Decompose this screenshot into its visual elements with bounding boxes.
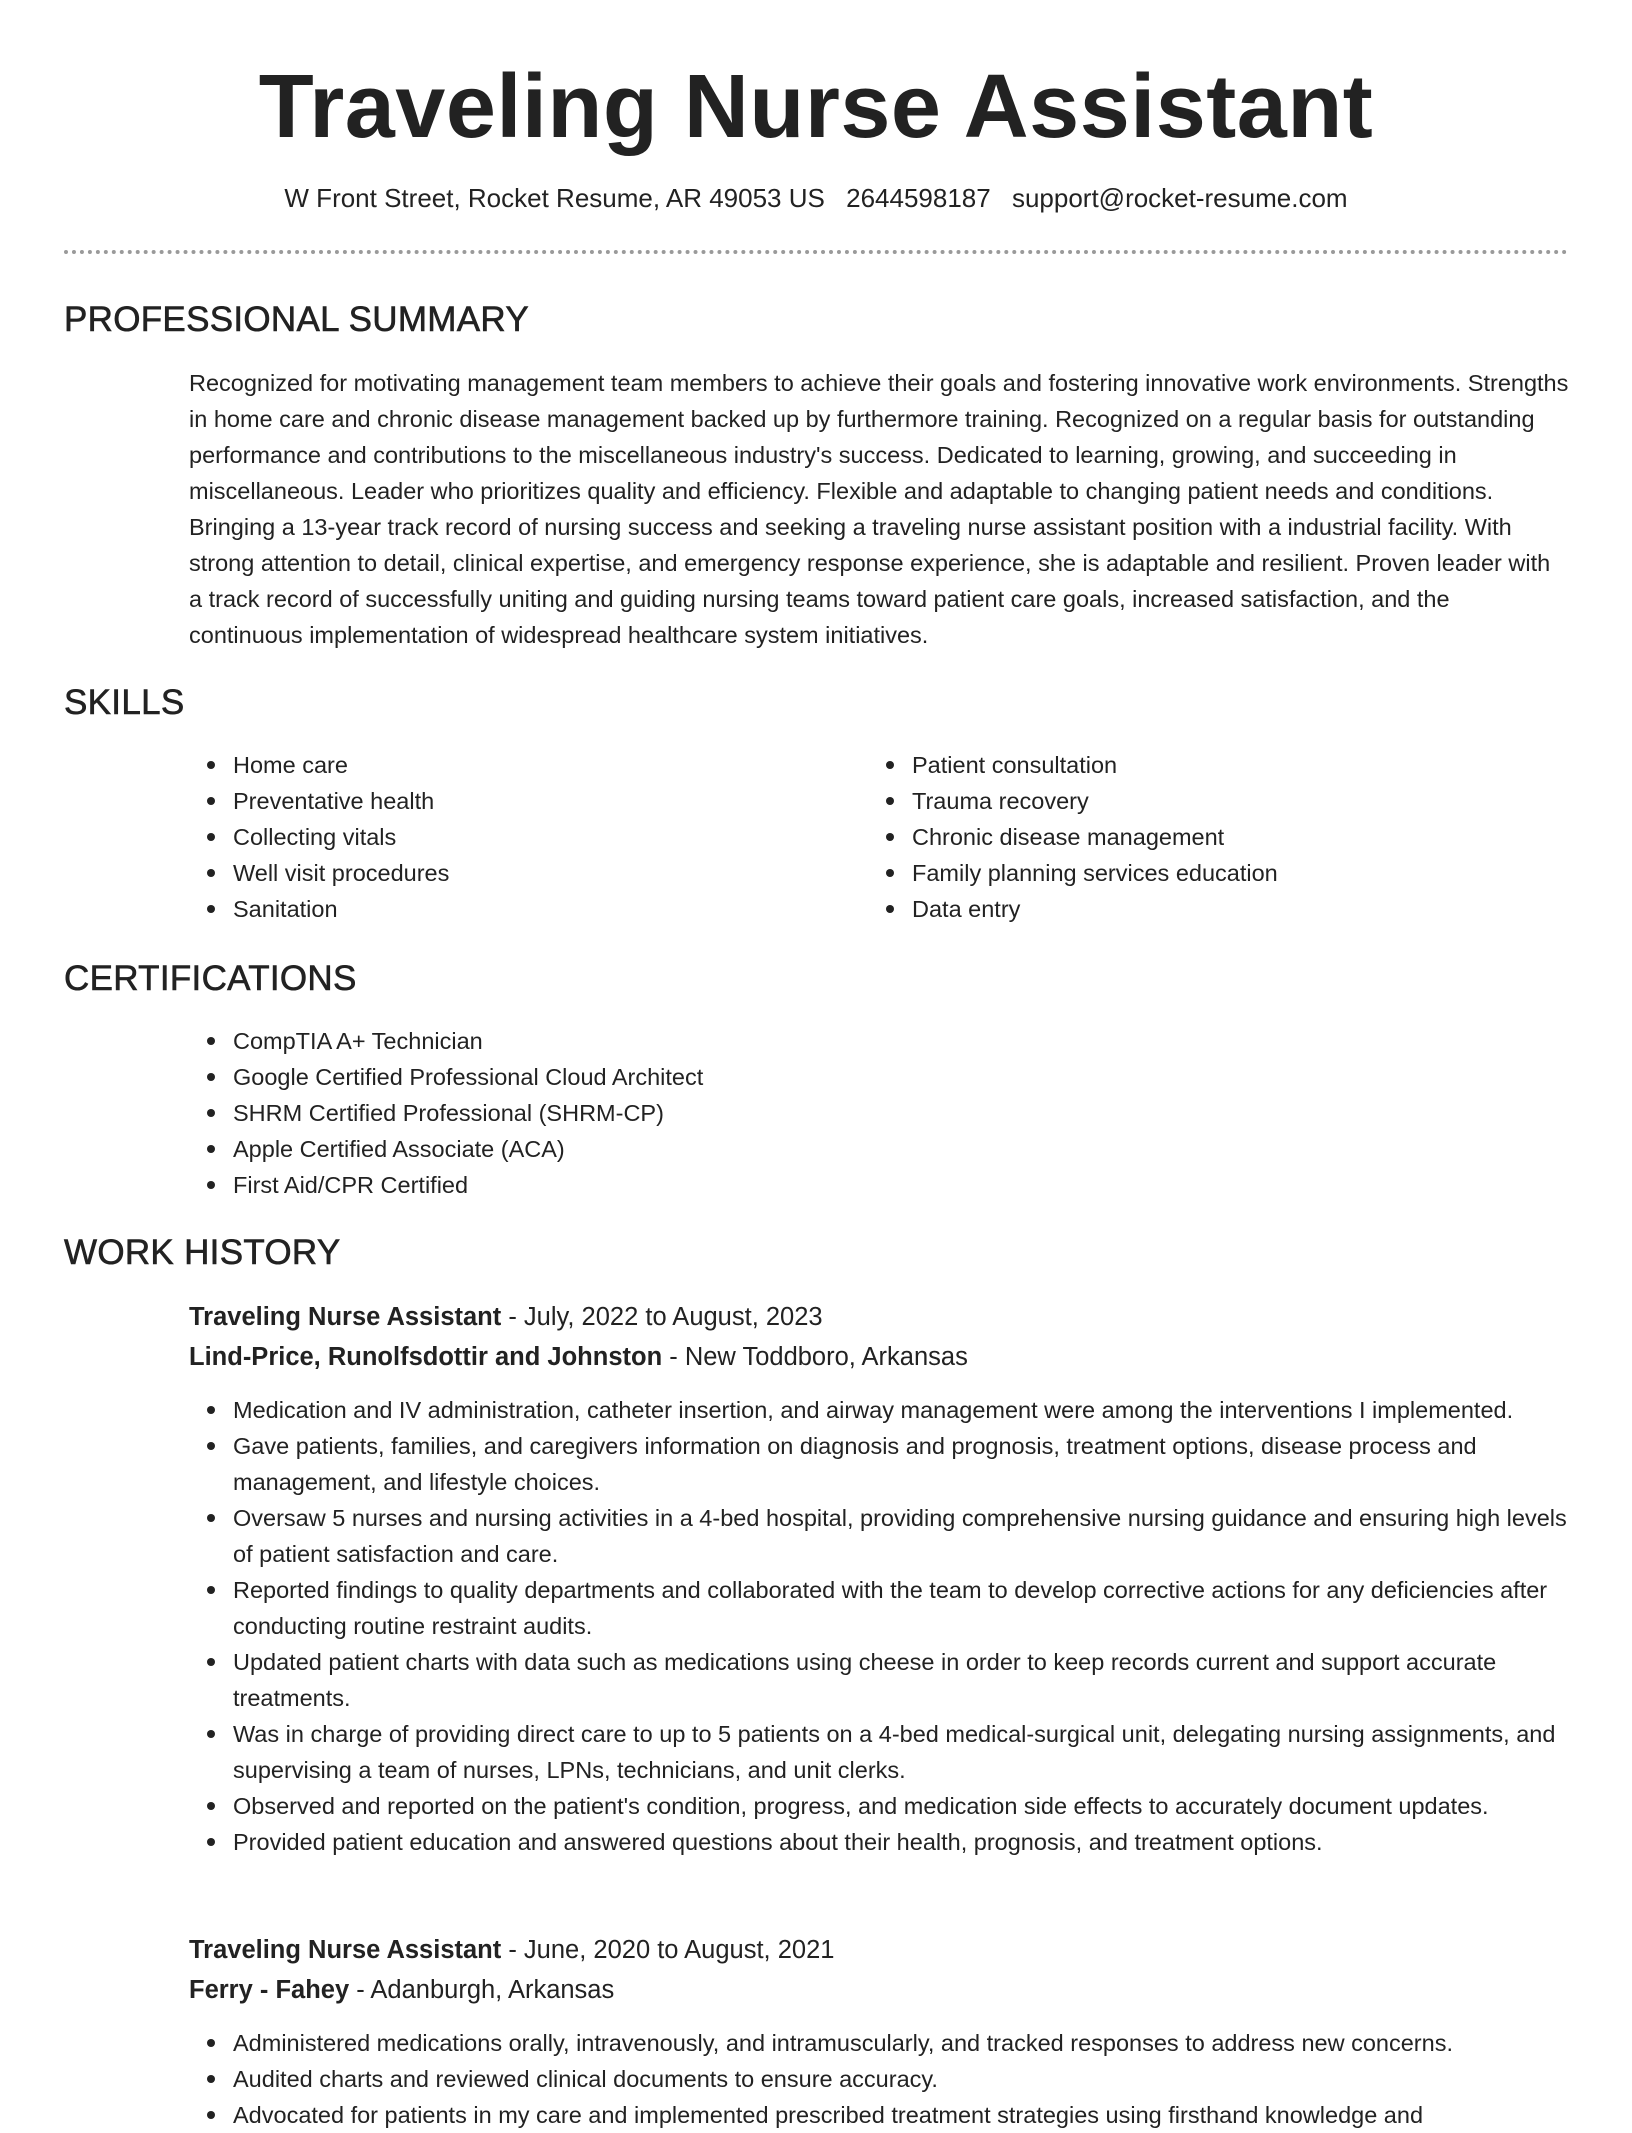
job-location: - Adanburgh, Arkansas <box>349 1976 615 2004</box>
bullet-icon <box>207 2075 215 2083</box>
job-title: Traveling Nurse Assistant <box>189 1936 502 1964</box>
bullet-icon <box>207 1181 215 1189</box>
job-company-line <box>189 1339 968 1375</box>
duty-item: Updated patient charts with data such as medications using cheese in order to keep records current and support accurate treatments. <box>189 1644 1579 1716</box>
duty-item: Oversaw 5 nurses and nursing activities in a 4-bed hospital, providing comprehensive nursing guidance and ensuring high levels of patient satisfaction and care. <box>189 1500 1579 1572</box>
duty-item: Audited charts and reviewed clinical documents to ensure accuracy. <box>189 2061 1579 2097</box>
job-company: Ferry - Fahey <box>189 1976 350 2004</box>
bullet-icon <box>207 1145 215 1153</box>
bullet-icon <box>886 797 894 805</box>
bullet-icon <box>886 761 894 769</box>
bullet-icon <box>886 869 894 877</box>
contact-line <box>0 180 1632 216</box>
skill-item: Preventative health <box>189 783 829 819</box>
duty-item: Was in charge of providing direct care to up to 5 patients on a 4-bed medical-surgical unit, delegating nursing assignments, and supervising a team of nurses, LPNs, technicians, and unit clerks. <box>189 1716 1579 1788</box>
section-title-skills: SKILLS <box>64 683 185 722</box>
certification-item: Apple Certified Associate (ACA) <box>189 1131 1389 1167</box>
bullet-icon <box>207 1073 215 1081</box>
job-title: Traveling Nurse Assistant <box>189 1303 502 1331</box>
bullet-icon <box>207 1730 215 1738</box>
skills-list-left <box>189 747 829 927</box>
bullet-icon <box>207 1658 215 1666</box>
duty-item: Gave patients, families, and caregivers information on diagnosis and prognosis, treatment options, disease process and management, and lifestyle choices. <box>189 1428 1579 1500</box>
resume-name: Traveling Nurse Assistant <box>258 57 1374 157</box>
bullet-icon <box>886 905 894 913</box>
summary-text: Recognized for motivating management team members to achieve their goals and fostering innovative work environments. Strengths in home care and chronic disease management backed up by furthermore training. Recognized on a regular basis for outstanding performance and contributions to the miscellaneous industry's success. Dedicated to learning, growing, and succeeding in miscellaneous. Leader who prioritizes quality and efficiency. Flexible and adaptable to changing patient needs and conditions. Bringing a 13-year track record of nursing success and seeking a traveling nurse assistant position with a industrial facility. With strong attention to detail, clinical expertise, and emergency response experience, she is adaptable and resilient. Proven leader with a track record of successfully uniting and guiding nursing teams toward patient care goals, increased satisfaction, and the continuous implementation of widespread healthcare system initiatives. <box>189 370 1569 648</box>
certification-item: SHRM Certified Professional (SHRM-CP) <box>189 1095 1389 1131</box>
bullet-icon <box>207 1514 215 1522</box>
bullet-icon <box>207 833 215 841</box>
contact-phone: 2644598187 <box>846 183 991 213</box>
bullet-icon <box>207 905 215 913</box>
job-location: - New Toddboro, Arkansas <box>662 1343 968 1371</box>
job-duties-list <box>189 2025 1579 2133</box>
skill-item: Patient consultation <box>868 747 1558 783</box>
bullet-icon <box>886 833 894 841</box>
bullet-icon <box>207 1406 215 1414</box>
bullet-icon <box>207 1037 215 1045</box>
section-title-summary: PROFESSIONAL SUMMARY <box>64 300 529 339</box>
bullet-icon <box>207 1838 215 1846</box>
job-title-line <box>189 1299 823 1335</box>
job-duties-list <box>189 1392 1579 1860</box>
bullet-icon <box>207 1586 215 1594</box>
contact-email: support@rocket-resume.com <box>1011 183 1348 213</box>
skill-item: Home care <box>189 747 829 783</box>
bullet-icon <box>207 869 215 877</box>
contact-address: W Front Street, Rocket Resume, AR 49053 US <box>284 183 825 213</box>
section-title-work-history: WORK HISTORY <box>64 1233 341 1272</box>
skill-item: Family planning services education <box>868 855 1558 891</box>
skills-list-right <box>868 747 1558 927</box>
bullet-icon <box>207 1442 215 1450</box>
job-dates: - July, 2022 to August, 2023 <box>501 1303 823 1331</box>
skill-item: Data entry <box>868 891 1558 927</box>
job-dates: - June, 2020 to August, 2021 <box>501 1936 835 1964</box>
job-company: Lind-Price, Runolfsdottir and Johnston <box>189 1343 663 1371</box>
job-company-line <box>189 1972 614 2008</box>
duty-item: Administered medications orally, intravenously, and intramuscularly, and tracked responses to address new concerns. <box>189 2025 1579 2061</box>
duty-item: Provided patient education and answered questions about their health, prognosis, and treatment options. <box>189 1824 1579 1860</box>
certification-item: CompTIA A+ Technician <box>189 1023 1389 1059</box>
bullet-icon <box>207 1802 215 1810</box>
skill-item: Sanitation <box>189 891 829 927</box>
skill-item: Trauma recovery <box>868 783 1558 819</box>
certification-item: First Aid/CPR Certified <box>189 1167 1389 1203</box>
bullet-icon <box>207 2039 215 2047</box>
skill-item: Collecting vitals <box>189 819 829 855</box>
bullet-icon <box>207 797 215 805</box>
job-title-line <box>189 1932 834 1968</box>
skill-item: Well visit procedures <box>189 855 829 891</box>
duty-item: Observed and reported on the patient's condition, progress, and medication side effects to accurately document updates. <box>189 1788 1579 1824</box>
duty-item: Medication and IV administration, catheter insertion, and airway management were among the interventions I implemented. <box>189 1392 1579 1428</box>
skill-item: Chronic disease management <box>868 819 1558 855</box>
duty-item: Advocated for patients in my care and implemented prescribed treatment strategies using firsthand knowledge and <box>189 2097 1579 2133</box>
certifications-list <box>189 1023 1389 1203</box>
bullet-icon <box>207 761 215 769</box>
bullet-icon <box>207 2111 215 2119</box>
section-title-certifications: CERTIFICATIONS <box>64 959 357 998</box>
bullet-icon <box>207 1109 215 1117</box>
header-divider <box>64 250 1568 254</box>
duty-item: Reported findings to quality departments and collaborated with the team to develop corrective actions for any deficiencies after conducting routine restraint audits. <box>189 1572 1579 1644</box>
certification-item: Google Certified Professional Cloud Architect <box>189 1059 1389 1095</box>
